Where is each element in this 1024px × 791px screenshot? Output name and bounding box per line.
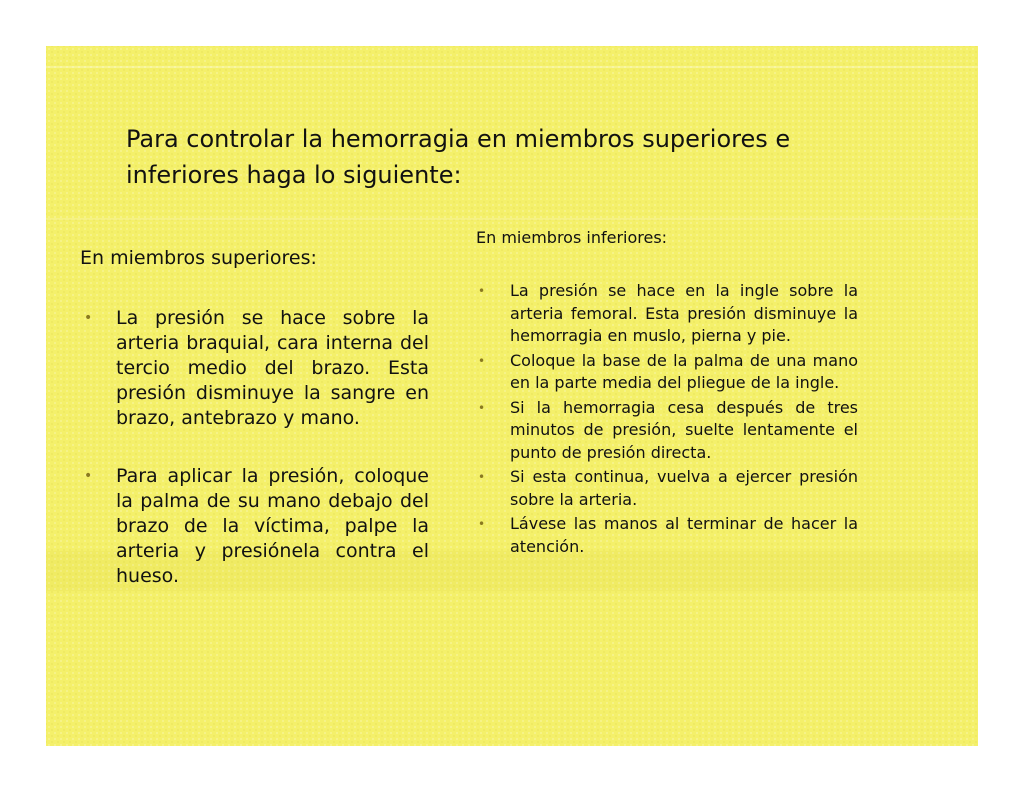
list-item <box>84 306 429 431</box>
upper-limbs-heading: En miembros superiores: <box>80 247 317 269</box>
bullet-icon: • <box>478 353 486 368</box>
list-item <box>478 397 858 465</box>
slide <box>46 46 978 746</box>
list-item-text: Para aplicar la presión, coloque la palma de su mano debajo del brazo de la víctima, palpe la arteria y presiónela contra el hueso. <box>116 465 429 587</box>
list-item-text: Si la hemorragia cesa después de tres minutos de presión, suelte lentamente el punto de presión directa. <box>510 397 858 462</box>
list-item <box>478 513 858 558</box>
bullet-icon: • <box>478 284 486 298</box>
decorative-band <box>46 66 978 68</box>
bullet-icon: • <box>84 468 93 484</box>
list-item <box>478 280 858 348</box>
lower-limbs-heading: En miembros inferiores: <box>476 228 668 247</box>
bullet-icon: • <box>478 470 486 484</box>
lower-limbs-list <box>478 280 858 560</box>
bullet-icon: • <box>84 310 93 326</box>
list-item-text: La presión se hace en la ingle sobre la arteria femoral. Esta presión disminuye la hemorragia en muslo, pierna y pie. <box>510 281 858 345</box>
list-item <box>478 466 858 511</box>
decorative-band <box>46 218 978 220</box>
list-item-text: La presión se hace sobre la arteria braquial, cara interna del tercio medio del brazo. Esta presión disminuye la sangre en brazo, antebrazo y mano. <box>116 307 429 429</box>
list-item-text: Lávese las manos al terminar de hacer la atención. <box>510 514 858 556</box>
bullet-icon: • <box>478 517 486 531</box>
list-item-text: Si esta continua, vuelva a ejercer presión sobre la arteria. <box>510 467 858 509</box>
list-item-text: Coloque la base de la palma de una mano en la parte media del pliegue de la ingle. <box>510 350 858 392</box>
bullet-icon: • <box>478 400 486 415</box>
list-item <box>478 350 858 395</box>
upper-limbs-list <box>84 306 429 622</box>
slide-title: Para controlar la hemorragia en miembros superiores e inferiores haga lo siguiente: <box>126 125 791 189</box>
list-item <box>84 464 429 589</box>
